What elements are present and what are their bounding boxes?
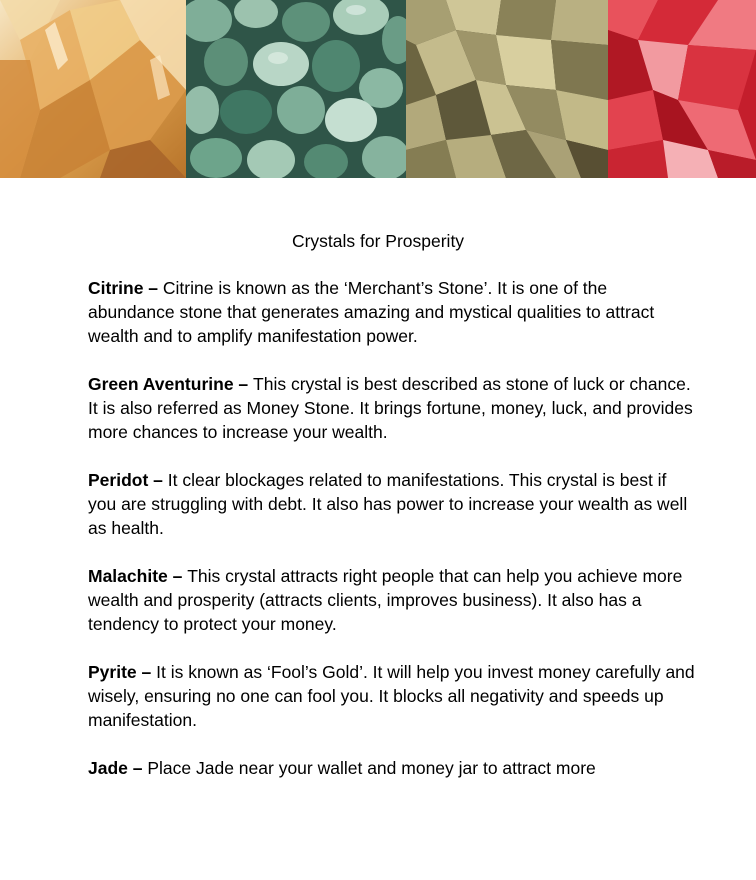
crystal-name: Green Aventurine xyxy=(88,374,234,394)
crystal-entry-citrine xyxy=(88,276,698,348)
crystal-name: Peridot xyxy=(88,470,149,490)
crystal-entry-jade xyxy=(88,756,698,780)
name-separator: – xyxy=(143,278,163,298)
crystal-description: This crystal attracts right people that can help you achieve more wealth and prosperity (attracts clients, improves business). It also has a tendency to protect your money. xyxy=(88,566,683,634)
name-separator: – xyxy=(233,374,254,394)
red-crystal-photo xyxy=(608,0,756,178)
pyrite-crystal-photo xyxy=(406,0,608,178)
crystal-entry-pyrite xyxy=(88,660,698,732)
crystal-description: It is known as ‘Fool’s Gold’. It will help you invest money carefully and wisely, ensuring no one can fool you. It blocks all negativity and speeds up manifestation. xyxy=(88,662,695,730)
page-title: Crystals for Prosperity xyxy=(291,231,465,251)
green-aventurine-stones-photo xyxy=(186,0,406,178)
crystal-name: Citrine xyxy=(88,278,144,298)
crystal-list xyxy=(88,276,698,804)
crystal-photo-banner xyxy=(0,0,756,178)
crystal-name: Pyrite xyxy=(88,662,137,682)
crystal-description: Citrine is known as the ‘Merchant’s Stone’. It is one of the abundance stone that generates amazing and mystical qualities to attract wealth and to amplify manifestation power. xyxy=(88,278,655,346)
name-separator: – xyxy=(127,758,148,778)
crystal-description: It clear blockages related to manifestations. This crystal is best if you are struggling with debt. It also has power to increase your wealth as well as health. xyxy=(88,470,688,538)
crystal-entry-peridot xyxy=(88,468,698,540)
citrine-crystal-photo xyxy=(0,0,186,178)
name-separator: – xyxy=(167,566,188,586)
crystal-entry-malachite xyxy=(88,564,698,636)
crystal-entry-green-aventurine xyxy=(88,372,698,444)
crystal-description: Place Jade near your wallet and money jar to attract more xyxy=(147,758,596,778)
crystal-name: Jade xyxy=(88,758,128,778)
crystal-description: This crystal is best described as stone of luck or chance. It is also referred as Money Stone. It brings fortune, money, luck, and provides more chances to increase your wealth. xyxy=(88,374,693,442)
name-separator: – xyxy=(136,662,157,682)
crystal-name: Malachite xyxy=(88,566,168,586)
name-separator: – xyxy=(148,470,168,490)
